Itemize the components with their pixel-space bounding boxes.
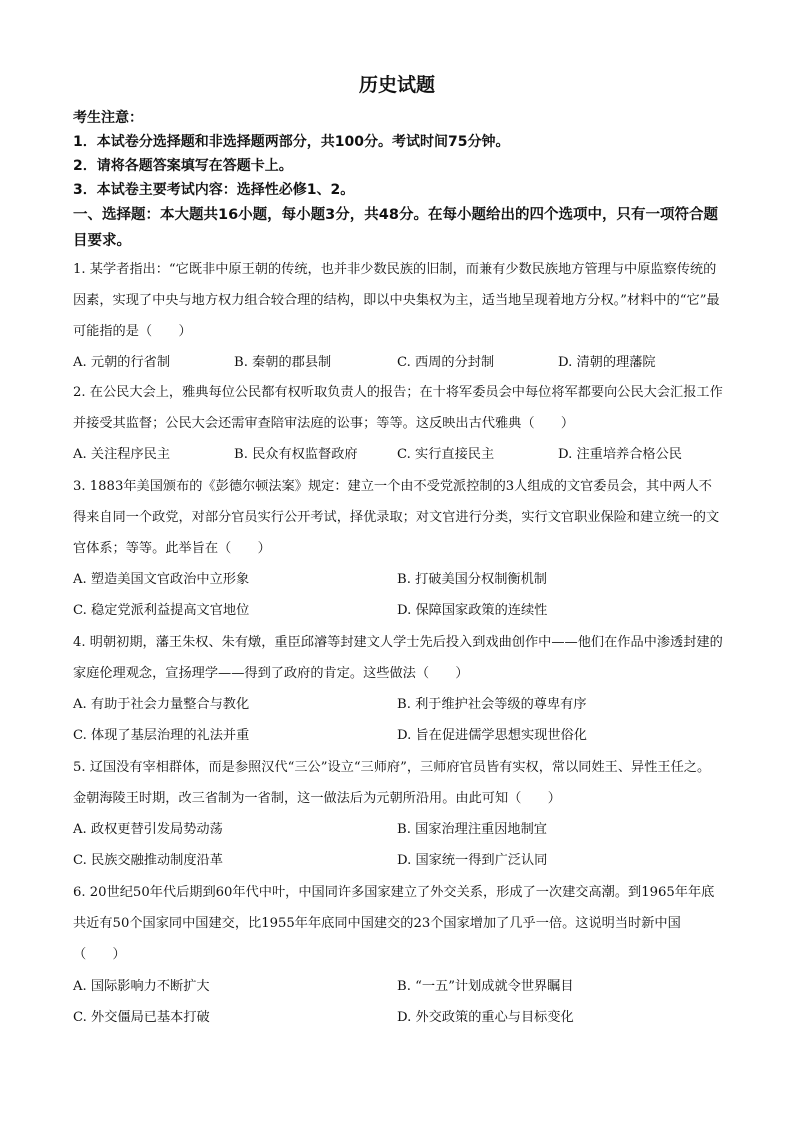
question-6-stem: 6. 20世纪50年代后期到60年代中叶，中国同许多国家建立了外交关系，形成了一次建交高潮。到1965年年底共近有50个国家同中国建交，比1955年年底同中国建交的23个国家增加了几乎一倍。这说明当时新中国（ ） [73,885,715,962]
question-5-option-c[interactable]: C. 民族交融推动制度沿革 [73,853,223,868]
question-1-option-b[interactable]: B. 秦朝的郡县制 [234,355,332,370]
question-1-option-a[interactable]: A. 元朝的行省制 [73,355,171,370]
question-2-option-d[interactable]: D. 注重培养合格公民 [558,447,682,462]
notice-item-2: 2．请将各题答案填写在答题卡上。 [73,158,293,174]
question-1-option-c[interactable]: C. 西周的分封制 [397,355,495,370]
question-2-option-c[interactable]: C. 实行直接民主 [397,447,495,462]
section-heading: 一、选择题：本大题共16小题，每小题3分，共48分。在每小题给出的四个选项中，只有一项符合题目要求。 [73,207,718,249]
question-3-option-b[interactable]: B. 打破美国分权制衡机制 [397,572,547,587]
question-6-option-a[interactable]: A. 国际影响力不断扩大 [73,979,210,994]
question-5-stem: 5. 辽国没有宰相群体，而是参照汉代“三公”设立“三师府”，三师府官员皆有实权，常以同姓王、异性王任之。金朝海陵王时期，改三省制为一省制，这一做法后为元朝所沿用。由此可知（ ） [73,760,711,806]
question-4-option-c[interactable]: C. 体现了基层治理的礼法并重 [73,728,250,743]
question-4-option-d[interactable]: D. 旨在促进儒学思想实现世俗化 [397,728,587,743]
question-6-option-c[interactable]: C. 外交僵局已基本打破 [73,1010,210,1025]
question-4-option-a[interactable]: A. 有助于社会力量整合与教化 [73,697,250,712]
notice-heading: 考生注意： [73,110,143,126]
question-2-option-b[interactable]: B. 民众有权监督政府 [234,447,358,462]
question-4-option-b[interactable]: B. 利于维护社会等级的尊卑有序 [397,697,587,712]
question-5-option-d[interactable]: D. 国家统一得到广泛认同 [397,853,548,868]
question-5-option-a[interactable]: A. 政权更替引发局势动荡 [73,822,223,837]
question-3-stem: 3. 1883年美国颁布的《彭德尔顿法案》规定：建立一个由不受党派控制的3人组成的文官委员会，其中两人不得来自同一个政党，对部分官员实行公开考试，择优录取；对文官进行分类，实行文官职业保险和建立统一的文官体系；等等。此举旨在（ ） [73,479,720,556]
page-title: 历史试题 [358,74,435,96]
question-1-option-d[interactable]: D. 清朝的理藩院 [558,355,656,370]
question-6-option-d[interactable]: D. 外交政策的重心与目标变化 [397,1010,574,1025]
notice-item-1: 1．本试卷分选择题和非选择题两部分，共100分。考试时间75分钟。 [73,134,510,150]
question-2-option-a[interactable]: A. 关注程序民主 [73,447,171,462]
question-3-option-c[interactable]: C. 稳定党派利益提高文官地位 [73,603,250,618]
notice-item-3: 3．本试卷主要考试内容：选择性必修1、2。 [73,182,355,198]
question-1-stem: 1. 某学者指出：“它既非中原王朝的传统，也并非少数民族的旧制，而兼有少数民族地方管理与中原监察传统的因素，实现了中央与地方权力组合较合理的结构，即以中央集权为主，适当地呈现着地方分权。”材料中的“它”最可能指的是（ ） [73,262,720,339]
question-3-option-a[interactable]: A. 塑造美国文官政治中立形象 [73,572,250,587]
question-6-option-b[interactable]: B. “一五”计划成就令世界瞩目 [397,979,574,994]
question-5-option-b[interactable]: B. 国家治理注重因地制宜 [397,822,547,837]
question-3-option-d[interactable]: D. 保障国家政策的连续性 [397,603,548,618]
question-4-stem: 4. 明朝初期，藩王朱权、朱有燉，重臣邱濬等封建文人学士先后投入到戏曲创作中——他们在作品中渗透封建的家庭伦理观念，宣扬理学——得到了政府的肯定。这些做法（ ） [73,635,723,681]
question-2-stem: 2. 在公民大会上，雅典每位公民都有权听取负责人的报告；在十将军委员会中每位将军都要向公民大会汇报工作并接受其监督；公民大会还需审查陪审法庭的讼事；等等。这反映出古代雅典（ ） [73,385,723,431]
